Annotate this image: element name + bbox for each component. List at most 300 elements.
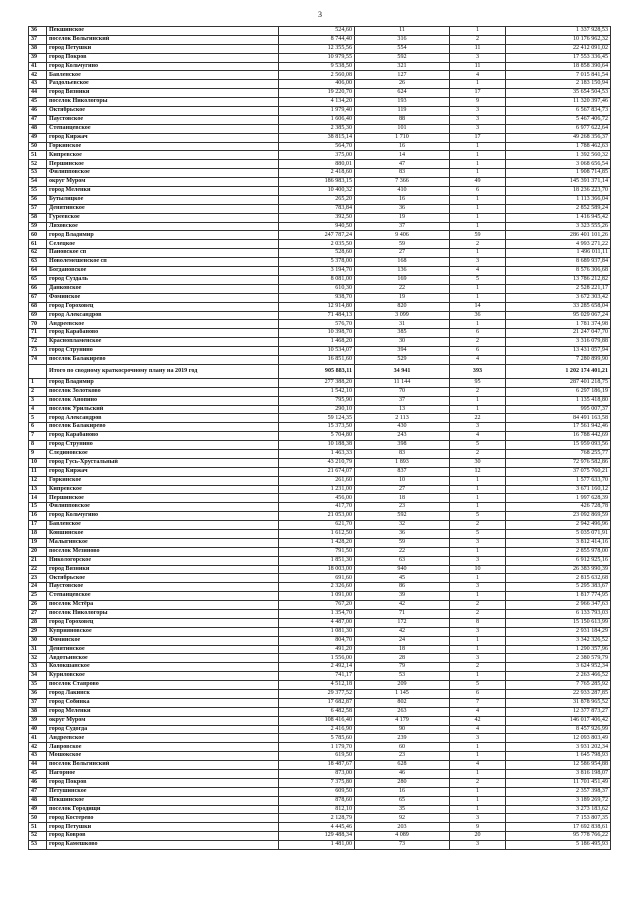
area-value: 277 388,20	[279, 378, 355, 387]
row-number: 54	[29, 178, 47, 187]
houses-count: 4	[450, 707, 506, 716]
houses-count: 8	[450, 618, 506, 627]
row-number: 38	[29, 44, 47, 53]
area-value: 18 487,67	[279, 761, 355, 770]
table-row	[29, 601, 611, 610]
houses-count: 1	[450, 405, 506, 414]
cost-value: 146 017 406,42	[506, 716, 611, 725]
settlement-name: Першинское	[47, 160, 279, 169]
row-number: 43	[29, 80, 47, 89]
table-row	[29, 142, 611, 151]
table-row	[29, 320, 611, 329]
settlement-name: поселок Мезиново	[47, 547, 279, 556]
houses-count: 4	[450, 725, 506, 734]
houses-count: 1	[450, 142, 506, 151]
settlement-name: поселок Никологоры	[47, 98, 279, 107]
row-number: 67	[29, 293, 47, 302]
settlement-name: Никологорское	[47, 556, 279, 565]
area-value: 1 979,40	[279, 107, 355, 116]
row-number: 34	[29, 672, 47, 681]
table-row	[29, 814, 611, 823]
cost-value: 1 135 418,80	[506, 396, 611, 405]
row-number: 70	[29, 320, 47, 329]
area-value: 1 354,70	[279, 610, 355, 619]
cost-value: 3 323 555,26	[506, 222, 611, 231]
table-row	[29, 770, 611, 779]
row-number: 39	[29, 716, 47, 725]
row-number: 48	[29, 124, 47, 133]
residents-count: 18	[355, 645, 450, 654]
cost-value: 18 858 390,64	[506, 62, 611, 71]
residents-count: 172	[355, 618, 450, 627]
area-value: 2 492,14	[279, 663, 355, 672]
settlement-name: Куриловское	[47, 672, 279, 681]
table-row	[29, 231, 611, 240]
row-number: 39	[29, 53, 47, 62]
area-value: 524,60	[279, 27, 355, 36]
houses-count: 3	[450, 841, 506, 850]
cost-value: 17 692 838,61	[506, 823, 611, 832]
cost-value: 2 183 150,94	[506, 80, 611, 89]
residents-count: 46	[355, 770, 450, 779]
houses-count: 6	[450, 347, 506, 356]
settlement-name: Раздольевское	[47, 80, 279, 89]
area-value: 880,01	[279, 160, 355, 169]
residents-count: 193	[355, 98, 450, 107]
settlement-name: город Владимир	[47, 378, 279, 387]
table-row	[29, 414, 611, 423]
cost-value: 3 624 952,34	[506, 663, 611, 672]
table-row	[29, 71, 611, 80]
area-value: 905 883,11	[279, 364, 355, 378]
cost-value: 22 412 091,02	[506, 44, 611, 53]
residents-count: 101	[355, 124, 450, 133]
residents-count: 22	[355, 547, 450, 556]
table-row	[29, 441, 611, 450]
houses-count: 20	[450, 832, 506, 841]
row-number: 7	[29, 432, 47, 441]
row-number: 45	[29, 98, 47, 107]
residents-count: 820	[355, 302, 450, 311]
area-value: 610,30	[279, 284, 355, 293]
settlement-name: Куприяновское	[47, 627, 279, 636]
houses-count: 1	[450, 805, 506, 814]
row-number: 50	[29, 814, 47, 823]
houses-count: 5	[450, 441, 506, 450]
row-number: 28	[29, 618, 47, 627]
table-row	[29, 521, 611, 530]
area-value: 8 744,40	[279, 35, 355, 44]
cost-value: 3 342 326,52	[506, 636, 611, 645]
settlement-name: город Покров	[47, 778, 279, 787]
settlement-name: город Кольчугино	[47, 512, 279, 521]
settlement-name: Колокшанское	[47, 663, 279, 672]
row-number: 37	[29, 35, 47, 44]
table-row	[29, 503, 611, 512]
houses-count: 9	[450, 98, 506, 107]
settlement-name: поселок Анопино	[47, 396, 279, 405]
houses-count: 59	[450, 231, 506, 240]
residents-count: 592	[355, 53, 450, 62]
cost-value: 3 672 303,42	[506, 293, 611, 302]
cost-value: 3 931 202,34	[506, 743, 611, 752]
area-value: 43 210,79	[279, 458, 355, 467]
houses-count: 1	[450, 645, 506, 654]
cost-value: 7 153 807,35	[506, 814, 611, 823]
residents-count: 16	[355, 195, 450, 204]
residents-count: 13	[355, 405, 450, 414]
row-number: 11	[29, 467, 47, 476]
residents-count: 430	[355, 423, 450, 432]
houses-count: 3	[450, 556, 506, 565]
table-row	[29, 761, 611, 770]
row-number: 23	[29, 574, 47, 583]
table-row	[29, 27, 611, 36]
area-value: 406,00	[279, 80, 355, 89]
row-number: 43	[29, 752, 47, 761]
settlement-name: Фоминское	[47, 636, 279, 645]
residents-count: 22	[355, 284, 450, 293]
table-row	[29, 338, 611, 347]
houses-count: 3	[450, 654, 506, 663]
total-row	[29, 364, 611, 378]
row-number: 22	[29, 565, 47, 574]
row-number: 44	[29, 761, 47, 770]
settlement-name: Степанцевское	[47, 124, 279, 133]
area-value: 21 674,07	[279, 467, 355, 476]
cost-value: 8 576 306,68	[506, 267, 611, 276]
houses-count: 3	[450, 115, 506, 124]
table-row	[29, 654, 611, 663]
table-row	[29, 195, 611, 204]
houses-count: 10	[450, 565, 506, 574]
row-number: 3	[29, 396, 47, 405]
cost-value: 3 316 079,88	[506, 338, 611, 347]
residents-count: 65	[355, 796, 450, 805]
houses-count: 4	[450, 355, 506, 364]
cost-value: 7 280 899,90	[506, 355, 611, 364]
area-value: 938,70	[279, 293, 355, 302]
residents-count: 3 099	[355, 311, 450, 320]
cost-value: 23 092 869,59	[506, 512, 611, 521]
table-row	[29, 311, 611, 320]
table-row	[29, 302, 611, 311]
table-row	[29, 752, 611, 761]
settlement-name: город Вязники	[47, 565, 279, 574]
table-row	[29, 396, 611, 405]
settlement-name: Ковшинское	[47, 529, 279, 538]
residents-count: 385	[355, 329, 450, 338]
residents-count: 19	[355, 293, 450, 302]
area-value: 265,20	[279, 195, 355, 204]
cost-value: 995 007,37	[506, 405, 611, 414]
residents-count: 86	[355, 583, 450, 592]
cost-value: 16 788 442,69	[506, 432, 611, 441]
settlement-name: Кипревское	[47, 485, 279, 494]
row-number: 56	[29, 195, 47, 204]
area-value: 783,84	[279, 204, 355, 213]
cost-value: 3 189 269,72	[506, 796, 611, 805]
cost-value: 95 029 067,24	[506, 311, 611, 320]
row-number: 15	[29, 503, 47, 512]
houses-count: 1	[450, 320, 506, 329]
row-number: 57	[29, 204, 47, 213]
residents-count: 27	[355, 249, 450, 258]
settlement-name: город Александров	[47, 414, 279, 423]
area-value: 691,60	[279, 574, 355, 583]
row-number: 61	[29, 240, 47, 249]
cost-value: 3 816 198,07	[506, 770, 611, 779]
houses-count: 1	[450, 151, 506, 160]
houses-count: 7	[450, 698, 506, 707]
residents-count: 42	[355, 627, 450, 636]
settlement-name: Новолемешенское сп	[47, 258, 279, 267]
area-value: 21 053,00	[279, 512, 355, 521]
row-number: 69	[29, 311, 47, 320]
area-value: 10 188,38	[279, 441, 355, 450]
residents-count: 47	[355, 160, 450, 169]
cost-value: 5 467 406,72	[506, 115, 611, 124]
residents-count: 410	[355, 187, 450, 196]
cost-value: 11 320 397,46	[506, 98, 611, 107]
residents-count: 59	[355, 240, 450, 249]
residents-count: 37	[355, 222, 450, 231]
houses-count: 1	[450, 293, 506, 302]
table-row	[29, 805, 611, 814]
cost-value: 12 377 873,27	[506, 707, 611, 716]
residents-count: 209	[355, 681, 450, 690]
area-value: 456,00	[279, 494, 355, 503]
houses-count: 5	[450, 529, 506, 538]
table-row	[29, 213, 611, 222]
area-value: 795,90	[279, 396, 355, 405]
area-value: 1 081,30	[279, 627, 355, 636]
area-value: 8 081,00	[279, 275, 355, 284]
cost-value: 13 786 212,82	[506, 275, 611, 284]
area-value: 576,70	[279, 320, 355, 329]
table-row	[29, 574, 611, 583]
area-value: 791,50	[279, 547, 355, 556]
residents-count: 79	[355, 663, 450, 672]
row-number: 58	[29, 213, 47, 222]
row-number: 30	[29, 636, 47, 645]
cost-value: 6 567 834,73	[506, 107, 611, 116]
cost-value: 95 778 766,22	[506, 832, 611, 841]
table-row	[29, 347, 611, 356]
houses-count: 1	[450, 249, 506, 258]
row-number: 66	[29, 284, 47, 293]
houses-count: 14	[450, 302, 506, 311]
table-row	[29, 743, 611, 752]
settlement-name: Денятинское	[47, 204, 279, 213]
residents-count: 32	[355, 521, 450, 530]
row-number: 13	[29, 485, 47, 494]
residents-count: 92	[355, 814, 450, 823]
settlement-name: Андреевское	[47, 734, 279, 743]
area-value: 940,50	[279, 222, 355, 231]
houses-count: 11	[450, 44, 506, 53]
table-row	[29, 832, 611, 841]
cost-value: 286 401 101,26	[506, 231, 611, 240]
settlement-name: Лавровское	[47, 743, 279, 752]
row-number: 55	[29, 187, 47, 196]
cost-value: 3 812 414,16	[506, 538, 611, 547]
settlement-name: поселок Вольгинский	[47, 35, 279, 44]
area-value: 392,50	[279, 213, 355, 222]
residents-count: 316	[355, 35, 450, 44]
houses-count: 3	[450, 53, 506, 62]
houses-count: 1	[450, 213, 506, 222]
residents-count: 16	[355, 787, 450, 796]
settlement-name: поселок Балакирево	[47, 423, 279, 432]
row-number: 37	[29, 698, 47, 707]
row-number: 51	[29, 151, 47, 160]
settlement-name: Кипревское	[47, 151, 279, 160]
area-value: 12 355,56	[279, 44, 355, 53]
houses-count: 12	[450, 467, 506, 476]
residents-count: 7 366	[355, 178, 450, 187]
houses-count: 1	[450, 476, 506, 485]
area-value: 9 538,50	[279, 62, 355, 71]
row-number: 52	[29, 832, 47, 841]
residents-count: 83	[355, 169, 450, 178]
row-number: 53	[29, 841, 47, 850]
residents-count: 42	[355, 601, 450, 610]
residents-count: 554	[355, 44, 450, 53]
cost-value: 768 255,77	[506, 449, 611, 458]
cost-value: 1 577 633,70	[506, 476, 611, 485]
area-value: 129 488,34	[279, 832, 355, 841]
settlement-name: город Вязники	[47, 89, 279, 98]
houses-count: 49	[450, 178, 506, 187]
area-value: 417,70	[279, 503, 355, 512]
row-number: 24	[29, 583, 47, 592]
row-number: 41	[29, 62, 47, 71]
table-row	[29, 610, 611, 619]
houses-count: 3	[450, 814, 506, 823]
row-number: 17	[29, 521, 47, 530]
area-value: 2 418,60	[279, 169, 355, 178]
settlement-name: округ Муром	[47, 716, 279, 725]
residents-count: 53	[355, 672, 450, 681]
residents-count: 592	[355, 512, 450, 521]
houses-count: 3	[450, 583, 506, 592]
area-value: 375,00	[279, 151, 355, 160]
settlement-name: город Струнино	[47, 441, 279, 450]
houses-count: 4	[450, 71, 506, 80]
cost-value: 31 878 965,52	[506, 698, 611, 707]
settlement-name: Фоминское	[47, 293, 279, 302]
table-row	[29, 151, 611, 160]
houses-count: 3	[450, 627, 506, 636]
area-value: 18 003,00	[279, 565, 355, 574]
area-value: 2 560,08	[279, 71, 355, 80]
area-value: 12 914,80	[279, 302, 355, 311]
area-value: 621,70	[279, 521, 355, 530]
cost-value: 7 765 285,92	[506, 681, 611, 690]
cost-value: 1 645 798,93	[506, 752, 611, 761]
houses-count: 2	[450, 338, 506, 347]
settlement-name: Бавленское	[47, 71, 279, 80]
table-row	[29, 716, 611, 725]
residents-count: 10	[355, 476, 450, 485]
residents-count: 321	[355, 62, 450, 71]
table-row	[29, 538, 611, 547]
row-number: 62	[29, 249, 47, 258]
houses-count: 1	[450, 752, 506, 761]
cost-value: 22 933 287,85	[506, 690, 611, 699]
row-number: 42	[29, 743, 47, 752]
settlement-name: Нагорное	[47, 770, 279, 779]
settlement-name: Слединовское	[47, 449, 279, 458]
area-value: 804,70	[279, 636, 355, 645]
table-row	[29, 618, 611, 627]
row-number: 8	[29, 441, 47, 450]
houses-count: 1	[450, 503, 506, 512]
houses-count: 17	[450, 133, 506, 142]
area-value: 10 979,55	[279, 53, 355, 62]
row-number: 52	[29, 160, 47, 169]
settlement-name: Першинское	[47, 494, 279, 503]
area-value: 878,60	[279, 796, 355, 805]
row-number: 5	[29, 414, 47, 423]
table-row	[29, 124, 611, 133]
area-value: 29 377,52	[279, 690, 355, 699]
cost-value: 2 815 632,68	[506, 574, 611, 583]
residents-count: 239	[355, 734, 450, 743]
cost-value: 145 391 371,14	[506, 178, 611, 187]
table-row	[29, 329, 611, 338]
table-row	[29, 378, 611, 387]
settlement-name: Петушинское	[47, 787, 279, 796]
row-number: 47	[29, 115, 47, 124]
houses-count: 1	[450, 636, 506, 645]
cost-value: 1 337 928,53	[506, 27, 611, 36]
houses-count: 1	[450, 672, 506, 681]
houses-count: 2	[450, 449, 506, 458]
cost-value: 4 993 271,22	[506, 240, 611, 249]
cost-value: 2 263 466,52	[506, 672, 611, 681]
row-number: 16	[29, 512, 47, 521]
residents-count: 70	[355, 387, 450, 396]
settlement-name: поселок Ставрово	[47, 681, 279, 690]
houses-count: 1	[450, 160, 506, 169]
residents-count: 19	[355, 213, 450, 222]
table-row	[29, 565, 611, 574]
row-number: 18	[29, 529, 47, 538]
houses-count: 1	[450, 494, 506, 503]
cost-value: 33 285 658,04	[506, 302, 611, 311]
area-value: 186 983,15	[279, 178, 355, 187]
settlement-name: Пекшинское	[47, 27, 279, 36]
area-value: 741,17	[279, 672, 355, 681]
row-number: 73	[29, 347, 47, 356]
row-number: 25	[29, 592, 47, 601]
settlement-name: город Ковров	[47, 832, 279, 841]
settlement-name: Итого по сводному краткосрочному плану на 2019 год	[47, 364, 279, 378]
area-value: 1 463,33	[279, 449, 355, 458]
table-row	[29, 293, 611, 302]
cost-value: 3 068 656,54	[506, 160, 611, 169]
houses-count: 1	[450, 204, 506, 213]
row-number: 42	[29, 71, 47, 80]
settlement-name: Малыгинское	[47, 538, 279, 547]
cost-value: 1 290 357,96	[506, 645, 611, 654]
cost-value: 1 416 945,42	[506, 213, 611, 222]
area-value: 767,20	[279, 601, 355, 610]
settlement-name: город Струнино	[47, 347, 279, 356]
area-value: 290,10	[279, 405, 355, 414]
